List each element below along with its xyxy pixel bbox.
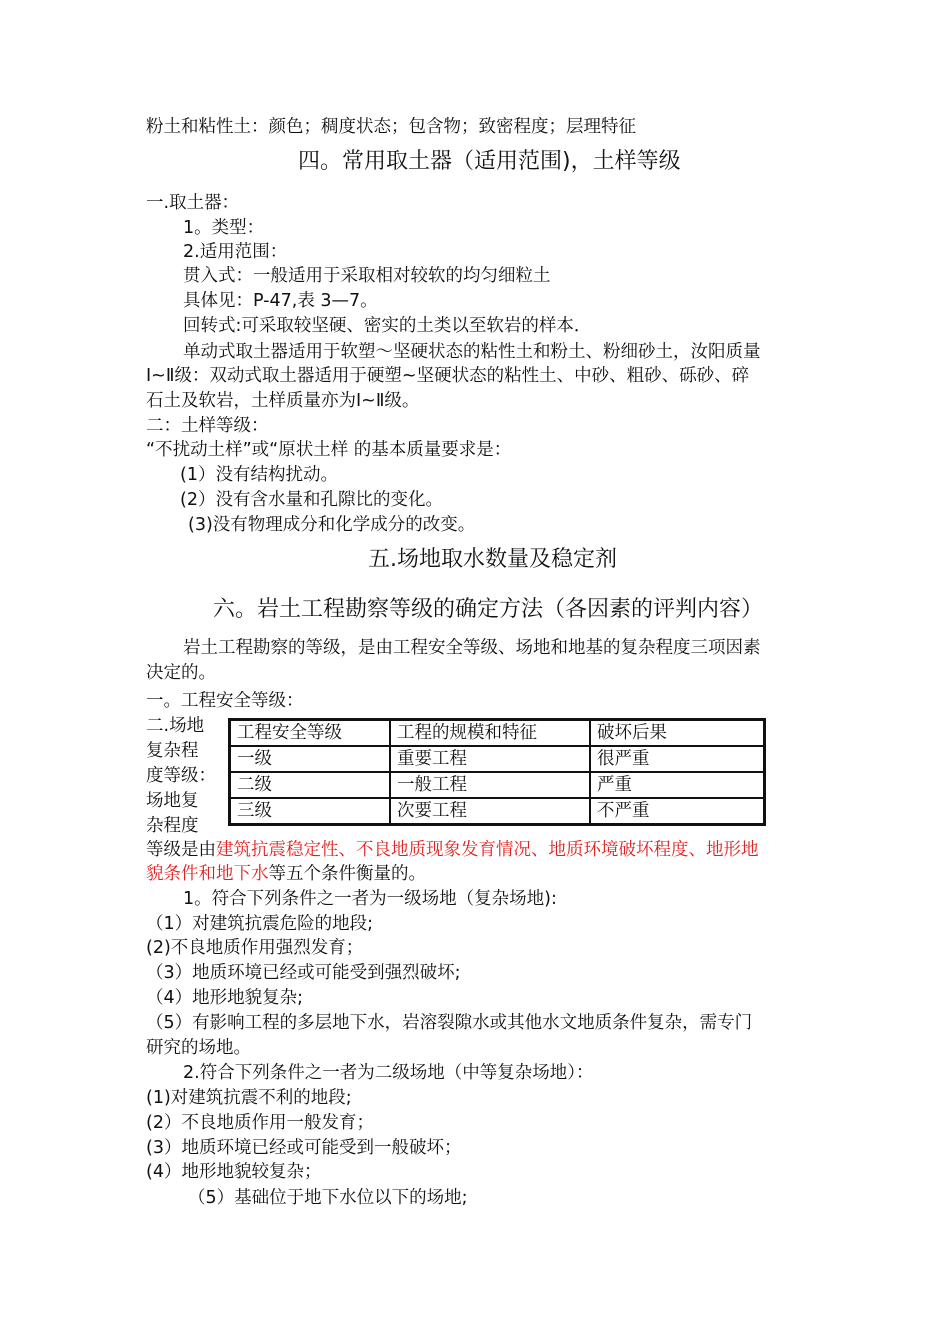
table-row	[230, 798, 764, 824]
text-line: 2.适用范围：	[183, 242, 288, 262]
table-header-cell: 工程安全等级	[230, 720, 390, 746]
highlighted-text: 建筑抗震稳定性、不良地质现象发育情况、地质环境破坏程度、地形地	[216, 840, 759, 860]
side-text: 复杂程	[146, 741, 199, 761]
side-text: 场地复	[146, 791, 199, 811]
text-line: （5）基础位于地下水位以下的场地;	[188, 1188, 468, 1208]
text-line: 二：土样等级：	[146, 416, 269, 436]
text-segment: 等级是由	[146, 840, 216, 860]
text-line: (2)不良地质作用强烈发育；	[146, 938, 364, 958]
text-line: 石土及软岩，土样质量亦为Ⅰ~Ⅱ级。	[146, 391, 420, 411]
text-line: 决定的。	[146, 663, 216, 683]
text-line: (1)对建筑抗震不利的地段;	[146, 1088, 352, 1108]
text-line: 具体见：P-47,表 3—7。	[183, 291, 378, 311]
table-cell: 重要工程	[390, 746, 590, 772]
table-header-cell: 破坏后果	[590, 720, 764, 746]
text-line: 一。工程安全等级：	[146, 691, 304, 711]
table-cell: 严重	[590, 772, 764, 798]
table-cell: 一般工程	[390, 772, 590, 798]
text-line: 研究的场地。	[146, 1038, 251, 1058]
table-cell: 三级	[230, 798, 390, 824]
table-row	[230, 772, 764, 798]
text-line: “不扰动土样”或“原状土样 的基本质量要求是：	[146, 440, 512, 460]
text-line: (2）不良地质作用一般发育；	[146, 1113, 374, 1133]
text-line: (3)没有物理成分和化学成分的改变。	[188, 515, 476, 535]
text-line: 2.符合下列条件之一者为二级场地（中等复杂场地）：	[183, 1063, 594, 1083]
highlighted-text: 貌条件和地下水	[146, 864, 269, 884]
text-segment: 等五个条件衡量的。	[268, 864, 426, 884]
table-header-row	[230, 720, 764, 746]
text-line: 单动式取土器适用于软塑～坚硬状态的粘性土和粉土、粉细砂土，汝阳质量	[183, 342, 761, 362]
text-line	[146, 838, 759, 862]
text-line	[146, 862, 426, 886]
table-cell: 不严重	[590, 798, 764, 824]
table-cell: 很严重	[590, 746, 764, 772]
table-cell: 一级	[230, 746, 390, 772]
table-row	[230, 746, 764, 772]
side-text: 杂程度	[146, 816, 199, 836]
text-line: 1。类型：	[183, 218, 265, 238]
safety-grade-table	[228, 718, 766, 826]
text-line: 岩土工程勘察的等级，是由工程安全等级、场地和地基的复杂程度三项因素	[183, 638, 761, 658]
side-text: 二.场地	[146, 716, 205, 736]
side-text: 度等级：	[146, 766, 216, 786]
table-cell: 二级	[230, 772, 390, 798]
section-heading-6: 六。岩土工程勘察等级的确定方法（各因素的评判内容）	[213, 597, 764, 622]
text-line: (2）没有含水量和孔隙比的变化。	[180, 490, 443, 510]
text-line: 一.取土器：	[146, 193, 240, 213]
text-line: 1。符合下列条件之一者为一级场地（复杂场地):	[183, 889, 557, 909]
text-line: 贯入式：一般适用于采取相对较软的均匀细粒土	[183, 266, 551, 286]
text-line: 粉土和粘性土：颜色；稠度状态；包含物；致密程度；层理特征	[146, 117, 636, 137]
text-line: 回转式:可采取较坚硬、密实的土类以至软岩的样本．	[183, 316, 592, 336]
text-line: （1）对建筑抗震危险的地段;	[146, 914, 374, 934]
text-line: （4）地形地貌复杂;	[146, 988, 304, 1008]
table-header-cell: 工程的规模和特征	[390, 720, 590, 746]
text-line: (4）地形地貌较复杂；	[146, 1162, 322, 1182]
text-line: （5）有影响工程的多层地下水，岩溶裂隙水或其他水文地质条件复杂，需专门	[146, 1013, 753, 1033]
text-line: （3）地质环境已经或可能受到强烈破坏;	[146, 963, 461, 983]
section-heading-5: 五.场地取水数量及稳定剂	[368, 547, 617, 572]
table-cell: 次要工程	[390, 798, 590, 824]
section-heading-4: 四。常用取土器（适用范围)，土样等级	[298, 149, 681, 174]
text-line: (1）没有结构扰动。	[180, 465, 338, 485]
text-line: Ⅰ~Ⅱ级：双动式取土器适用于硬塑~坚硬状态的粘性土、中砂、粗砂、砾砂、碎	[146, 366, 750, 386]
text-line: (3）地质环境已经或可能受到一般破坏；	[146, 1138, 462, 1158]
